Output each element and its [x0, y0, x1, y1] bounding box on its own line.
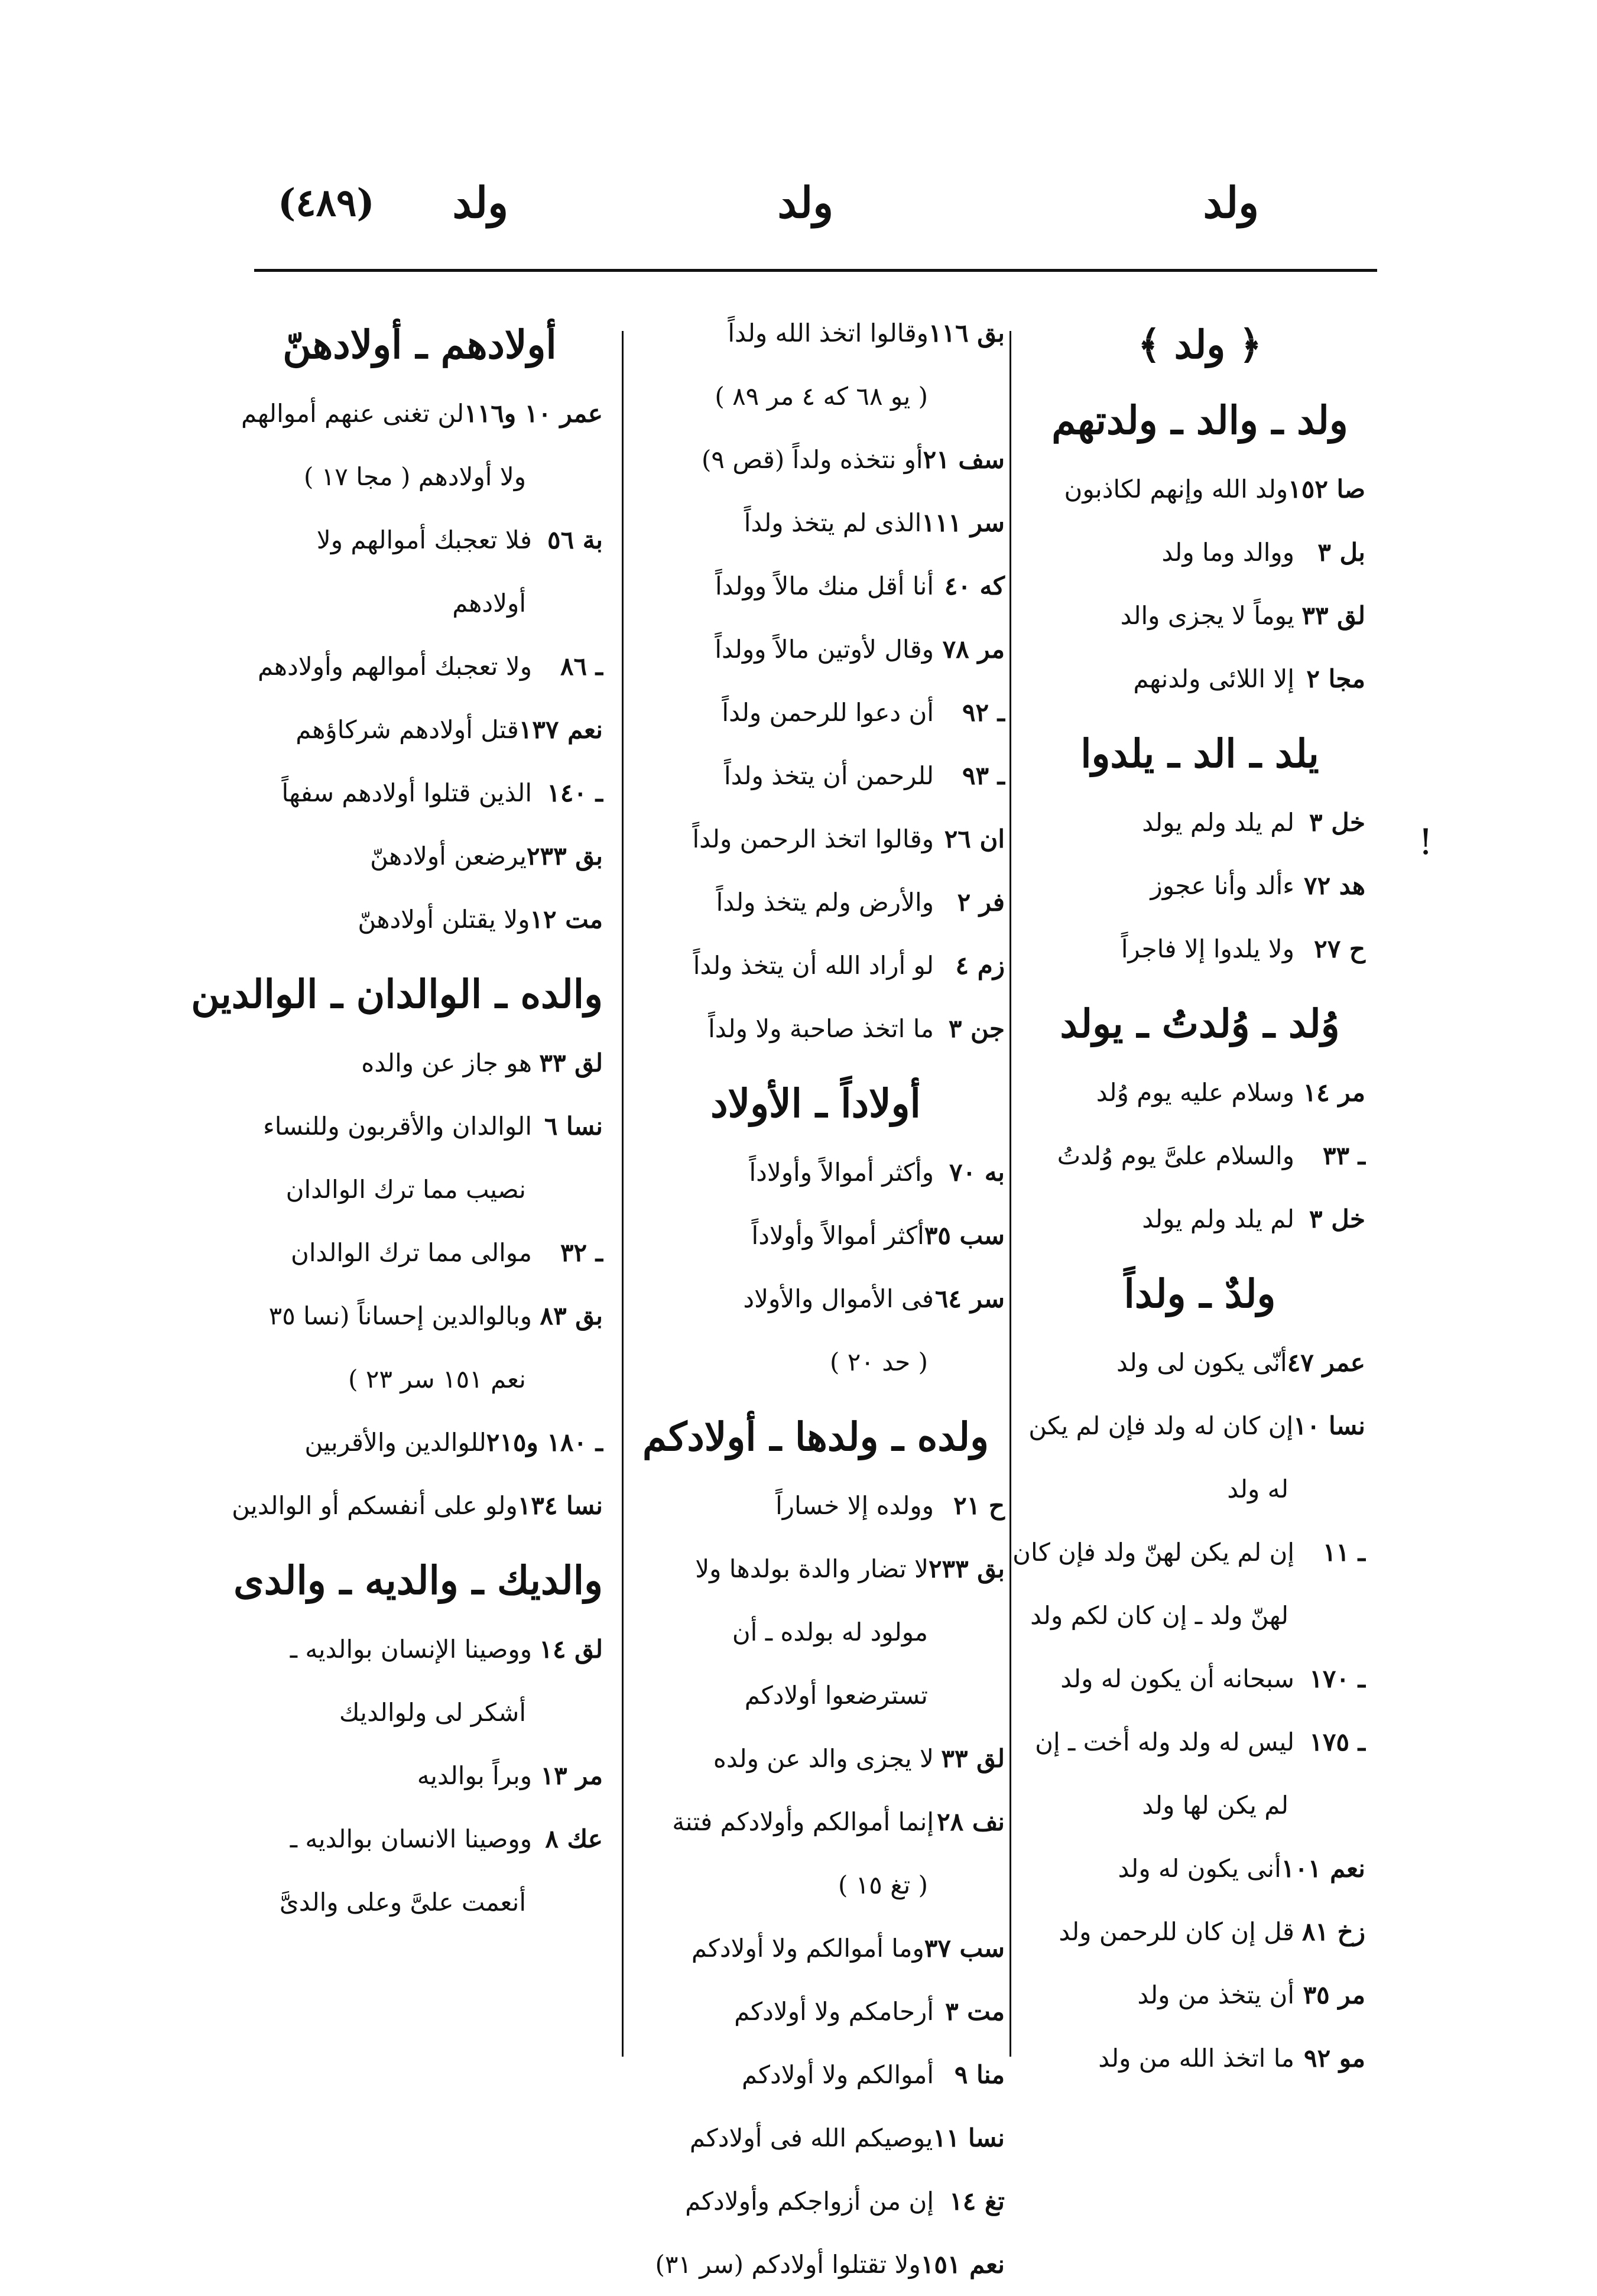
concordance-entry: [236, 635, 603, 698]
verse-reference: زخ ٨١: [1301, 1917, 1365, 1946]
entry-text: أرحامكم ولا أولادكم: [734, 1997, 934, 2026]
margin-mark: !: [1419, 821, 1433, 863]
concordance-entry: [1034, 521, 1365, 584]
entry-text: ولا أولادهم ( مجا ١٧ ): [303, 462, 526, 491]
concordance-entry: [627, 428, 1005, 491]
verse-reference: خل ٣: [1309, 808, 1365, 837]
page-number: (٤٨٩): [278, 181, 375, 225]
entry-text: وبراً بوالديه: [417, 1761, 532, 1790]
entry-text: والسلام علىَّ يوم وُلدتُ: [1057, 1141, 1294, 1170]
concordance-entry: [236, 1031, 603, 1095]
section-heading: يلد ـ الد ـ يلدوا: [1080, 730, 1319, 777]
verse-reference: بق ٨٣: [540, 1301, 603, 1330]
verse-reference: نسا ١٠: [1293, 1411, 1365, 1440]
verse-reference: ان ٢٦: [944, 824, 1005, 853]
verse-reference: مر ٣٥: [1303, 1980, 1365, 2009]
verse-reference: بق ٢٣٣: [928, 1554, 1005, 1583]
entry-text: نصيب مما ترك الوالدان: [285, 1175, 526, 1204]
entry-continuation: [236, 445, 603, 508]
entry-text: الذين قتلوا أولادهم سفهاً: [281, 778, 532, 807]
entry-text: وقال لأوتين مالاً وولداً: [715, 635, 934, 664]
concordance-entry: [236, 1618, 603, 1681]
entry-text: ليس له ولد وله أخت ـ إن: [1035, 1727, 1294, 1756]
concordance-entry: [627, 1267, 1005, 1330]
entry-text: أولادهم: [452, 589, 526, 618]
verse-reference: جن ٣: [948, 1014, 1005, 1043]
entry-text: ( يو ٦٨ كه ٤ مر ٨٩ ): [715, 382, 928, 411]
verse-reference: نعم ١٣٧: [518, 715, 603, 744]
entry-text: لم يلد ولم يولد: [1142, 1204, 1294, 1233]
entry-continuation: [236, 571, 603, 635]
verse-reference: ـ ٩٢: [962, 698, 1005, 727]
concordance-entry: [1034, 1900, 1365, 1963]
verse-reference: مت ٣: [945, 1997, 1005, 2026]
entry-text: وأكثر أموالاً وأولاداً: [749, 1158, 934, 1187]
concordance-entry: [627, 301, 1005, 365]
verse-reference: منا ٩: [954, 2060, 1005, 2089]
entry-text: الذى لم يتخذ ولداً: [744, 508, 922, 537]
verse-reference: مر ١٤: [1303, 1078, 1365, 1107]
section-heading: أولادهم ـ أولادهنّ: [283, 321, 557, 368]
concordance-entry: [236, 1411, 603, 1474]
concordance-entry: [1012, 1521, 1365, 1584]
verse-reference: ـ ١٧٠: [1309, 1664, 1365, 1693]
concordance-entry: [1034, 1963, 1365, 2027]
entry-text: ولد الله وإنهم لكاذبون: [1064, 475, 1288, 504]
entry-text: لم يكن لها ولد: [1142, 1791, 1288, 1820]
concordance-entry: [627, 1727, 1005, 1790]
entry-continuation: [1030, 1584, 1365, 1647]
entry-text: له ولد: [1227, 1475, 1288, 1503]
entry-text: موالى مما ترك الوالدان: [291, 1238, 532, 1267]
section-heading: وُلد ـ وُلدتُ ـ يولد: [1060, 1001, 1340, 1047]
concordance-entry: [1034, 1710, 1365, 1774]
entry-continuation: [627, 1664, 1005, 1727]
column-divider-right: [1010, 331, 1011, 2057]
concordance-entry: [627, 997, 1005, 1060]
concordance-entry: [1034, 791, 1365, 854]
verse-reference: كه ٤٠: [944, 571, 1005, 600]
verse-reference: ـ ١٧٥: [1309, 1727, 1365, 1756]
verse-reference: نعم ١٥١: [920, 2250, 1005, 2279]
verse-reference: سب ٣٥: [924, 1221, 1005, 1250]
entry-text: وولده إلا خساراً: [775, 1491, 934, 1520]
verse-reference: ـ ٣٣: [1322, 1141, 1365, 1170]
concordance-entry: [1034, 584, 1365, 647]
entry-text: إن من أزواجكم وأولادكم: [685, 2187, 934, 2216]
entry-text: إلا اللائى ولدنهم: [1133, 664, 1294, 693]
section-heading: والديك ـ والديه ـ والدى: [233, 1557, 603, 1603]
concordance-entry: [627, 871, 1005, 934]
verse-reference: نسا ١٣٤: [517, 1491, 603, 1520]
concordance-entry: [627, 1917, 1005, 1980]
entry-text: قتل أولادهم شركاؤهم: [296, 715, 519, 744]
concordance-entry: [627, 1204, 1005, 1267]
entry-text: ولا يقتلن أولادهنّ: [358, 905, 530, 934]
verse-reference: نف ٢٨: [937, 1807, 1005, 1836]
section-heading: ولدٌ ـ ولداً: [1124, 1271, 1276, 1317]
verse-reference: مجا ٢: [1306, 664, 1365, 693]
concordance-entry: [627, 1141, 1005, 1204]
concordance-entry: [236, 1221, 603, 1284]
concordance-entry: [627, 554, 1005, 618]
concordance-entry: [236, 1095, 603, 1158]
verse-reference: عمر ١٠ و١١٦: [464, 399, 603, 428]
concordance-entry: [627, 2170, 1005, 2233]
entry-text: ولو على أنفسكم أو الوالدين: [232, 1491, 518, 1520]
entry-text: يرضعن أولادهنّ: [370, 842, 527, 871]
entry-text: أن دعوا للرحمن ولداً: [722, 698, 934, 727]
concordance-entry: [1034, 457, 1365, 521]
concordance-entry: [232, 1474, 603, 1537]
entry-text: ( تغ ١٥ ): [838, 1870, 928, 1899]
entry-text: لا يجزى والد عن ولده: [713, 1744, 934, 1773]
concordance-entry: [627, 2043, 1005, 2106]
entry-text: سبحانه أن يكون له ولد: [1060, 1664, 1294, 1693]
concordance-entry: [627, 807, 1005, 871]
concordance-entry: [236, 761, 603, 824]
entry-text: ما اتخذ صاحبة ولا ولداً: [708, 1014, 934, 1043]
entry-text: مولود له بولده ـ أن: [732, 1618, 928, 1647]
entry-text: لم يلد ولم يولد: [1142, 808, 1294, 837]
verse-reference: مر ٧٨: [942, 635, 1005, 664]
entry-continuation: [627, 1330, 1005, 1394]
verse-reference: ـ ١٨٠ و٢١٥: [486, 1428, 603, 1457]
entry-continuation: [236, 1347, 603, 1411]
entry-text: أنعمت علىَّ وعلى والدىَّ: [279, 1888, 526, 1917]
verse-reference: مر ١٣: [540, 1761, 603, 1790]
entry-text: تسترضعوا أولادكم: [744, 1681, 928, 1710]
section-heading: والده ـ الوالدان ـ الوالدين: [191, 971, 603, 1017]
concordance-entry: [627, 1474, 1005, 1537]
verse-reference: لق ٣٣: [1301, 601, 1365, 630]
verse-reference: ـ ٩٣: [962, 761, 1005, 790]
concordance-entry: [627, 1537, 1005, 1600]
entry-text: وسلام عليه يوم وُلد: [1096, 1078, 1294, 1107]
header-word-middle: ولد: [777, 177, 833, 228]
entry-continuation: [627, 1600, 1005, 1664]
entry-continuation: [627, 1853, 1005, 1917]
entry-text: وبالوالدين إحساناً (نسا ٣٥: [268, 1301, 532, 1330]
entry-text: إنما أموالكم وأولادكم فتنة: [672, 1807, 934, 1836]
verse-reference: صا ١٥٢: [1288, 475, 1365, 504]
column-divider-left: [622, 331, 624, 2057]
verse-reference: ـ ٨٦: [560, 652, 603, 681]
verse-reference: ح ٢١: [953, 1491, 1005, 1520]
entry-text: فى الأموال والأولاد: [743, 1284, 934, 1313]
concordance-entry: [1034, 917, 1365, 980]
running-header: [254, 171, 1377, 242]
verse-reference: بق ٢٣٣: [526, 842, 603, 871]
verse-reference: مو ٩٢: [1304, 2044, 1365, 2073]
concordance-entry: [236, 1744, 603, 1807]
concordance-entry: [236, 698, 603, 761]
concordance-entry: [236, 508, 603, 571]
column-left: [191, 301, 603, 2074]
entry-text: أكثر أموالاً وأولاداً: [751, 1221, 924, 1250]
entry-text: ووالد وما ولد: [1161, 538, 1294, 567]
verse-reference: خل ٣: [1309, 1204, 1365, 1233]
concordance-entry: [1034, 854, 1365, 917]
verse-reference: سر ٦٤: [934, 1284, 1005, 1313]
concordance-entry: [236, 382, 603, 445]
verse-reference: بل ٣: [1317, 538, 1365, 567]
entry-text: لهنّ ولد ـ إن كان لكم ولد: [1030, 1601, 1288, 1630]
entry-text: والأرض ولم يتخذ ولداً: [716, 888, 934, 917]
verse-reference: نسا ٦: [544, 1112, 603, 1141]
section-heading: أولاداً ـ الأولاد: [710, 1080, 921, 1126]
entry-continuation: [236, 1681, 603, 1744]
entry-text: وقالوا اتخذ الله ولداً: [728, 319, 929, 348]
concordance-entry: [1034, 1331, 1365, 1394]
concordance-entry: [627, 1790, 1005, 1853]
entry-text: لن تغنى عنهم أموالهم: [241, 399, 465, 428]
verse-reference: عك ٨: [545, 1824, 603, 1853]
entry-text: قل إن كان للرحمن ولد: [1059, 1917, 1294, 1946]
entry-text: أموالكم ولا أولادكم: [742, 2060, 934, 2089]
concordance-entry: [1028, 1394, 1365, 1457]
concordance-entry: [627, 2106, 1005, 2170]
verse-reference: بة ٥٦: [547, 525, 603, 554]
entry-continuation: [236, 1870, 603, 1934]
concordance-entry: [1034, 2027, 1365, 2090]
entry-text: ولا تعجبك أموالهم وأولادهم: [257, 652, 532, 681]
header-word-left: ولد: [452, 177, 508, 228]
entry-text: أنّى يكون لى ولد: [1116, 1348, 1287, 1377]
verse-reference: مت ١٢: [530, 905, 603, 934]
entry-text: يوصيكم الله فى أولادكم: [689, 2123, 933, 2152]
entry-text: أنا أقل منك مالاً وولداً: [715, 571, 934, 600]
verse-reference: ـ ١٤٠: [547, 778, 603, 807]
concordance-entry: [1034, 647, 1365, 710]
verse-reference: لق ١٤: [539, 1635, 603, 1664]
entry-text: لا تضار والدة بولدها ولا: [695, 1554, 929, 1583]
header-word-right: ولد: [1203, 177, 1259, 228]
section-heading: ﴿ ولد ﴾: [1138, 321, 1262, 368]
verse-reference: فر ٢: [957, 888, 1005, 917]
entry-text: ووصينا الانسان بوالديه ـ: [290, 1824, 532, 1853]
verse-reference: سب ٣٧: [924, 1934, 1005, 1963]
verse-reference: ح ٢٧: [1314, 934, 1365, 963]
verse-reference: سر ١١١: [921, 508, 1005, 537]
concordance-entry: [627, 1980, 1005, 2043]
section-heading: ولده ـ ولدها ـ أولادكم: [642, 1414, 989, 1460]
entry-text: ءألد وأنا عجوز: [1150, 871, 1294, 900]
entry-text: يوماً لا يجزى والد: [1120, 601, 1294, 630]
verse-reference: هد ٧٢: [1304, 871, 1365, 900]
verse-reference: عمر ٤٧: [1287, 1348, 1365, 1377]
verse-reference: تغ ١٤: [949, 2187, 1005, 2216]
concordance-entry: [627, 491, 1005, 554]
entry-text: أشكر لى ولوالديك: [339, 1698, 526, 1727]
header-rule: [254, 269, 1377, 272]
verse-reference: لق ٣٣: [539, 1048, 603, 1077]
concordance-entry: [627, 744, 1005, 807]
verse-reference: بق ١١٦: [928, 319, 1005, 348]
entry-text: للرحمن أن يتخذ ولداً: [724, 761, 934, 790]
entry-text: وقالوا اتخذ الرحمن ولداً: [692, 824, 934, 853]
concordance-entry: [1034, 1124, 1365, 1187]
entry-text: أو نتخذه ولداً (قص ٩): [702, 445, 923, 474]
entry-continuation: [627, 365, 1005, 428]
concordance-entry: [236, 1284, 603, 1347]
entry-text: نعم ١٥١ سر ٢٣ ): [348, 1365, 526, 1394]
concordance-entry: [1034, 1061, 1365, 1124]
verse-reference: به ٧٠: [949, 1158, 1005, 1187]
verse-reference: ـ ٣٢: [560, 1238, 603, 1267]
entry-text: إن لم يكن لهنّ ولد فإن كان: [1012, 1538, 1294, 1567]
concordance-entry: [1034, 1837, 1365, 1900]
verse-reference: ـ ١١: [1322, 1538, 1365, 1567]
entry-text: لو أراد الله أن يتخذ ولداً: [693, 951, 934, 980]
concordance-entry: [236, 1807, 603, 1870]
concordance-entry: [236, 888, 603, 951]
concordance-entry: [627, 681, 1005, 744]
entry-text: الوالدان والأقربون وللنساء: [263, 1112, 532, 1141]
entry-text: ولا يلدوا إلا فاجراً: [1121, 934, 1294, 963]
section-heading: ولد ـ والد ـ ولدتهم: [1051, 397, 1348, 443]
column-right: [1012, 301, 1365, 2074]
entry-text: ولا تقتلوا أولادكم (سر ٣١): [655, 2250, 921, 2279]
concordance-entry: [1034, 1187, 1365, 1251]
entry-continuation: [1034, 1457, 1365, 1521]
entry-text: فلا تعجبك أموالهم ولا: [316, 525, 532, 554]
entry-text: هو جاز عن والده: [361, 1048, 532, 1077]
entry-text: ( حد ٢٠ ): [830, 1347, 928, 1376]
entry-text: ما اتخذ الله من ولد: [1098, 2044, 1294, 2073]
entry-text: وما أموالكم ولا أولادكم: [691, 1934, 924, 1963]
entry-text: أن يتخذ من ولد: [1137, 1980, 1294, 2009]
concordance-entry: [627, 2233, 1005, 2296]
verse-reference: نسا ١١: [933, 2123, 1005, 2152]
concordance-entry: [236, 824, 603, 888]
entry-continuation: [236, 1158, 603, 1221]
concordance-entry: [627, 934, 1005, 997]
verse-reference: زم ٤: [955, 951, 1005, 980]
verse-reference: نعم ١٠١: [1281, 1854, 1365, 1883]
concordance-entry: [627, 618, 1005, 681]
column-middle: [627, 301, 1005, 2279]
entry-continuation: [1034, 1774, 1365, 1837]
entry-text: للوالدين والأقربين: [304, 1428, 486, 1457]
concordance-entry: [1034, 1647, 1365, 1710]
entry-text: إن كان له ولد فإن لم يكن: [1028, 1411, 1294, 1440]
entry-text: أنى يكون له ولد: [1118, 1854, 1281, 1883]
verse-reference: سف ٢١: [923, 445, 1005, 474]
verse-reference: لق ٣٣: [941, 1744, 1005, 1773]
entry-text: ووصينا الإنسان بوالديه ـ: [290, 1635, 532, 1664]
